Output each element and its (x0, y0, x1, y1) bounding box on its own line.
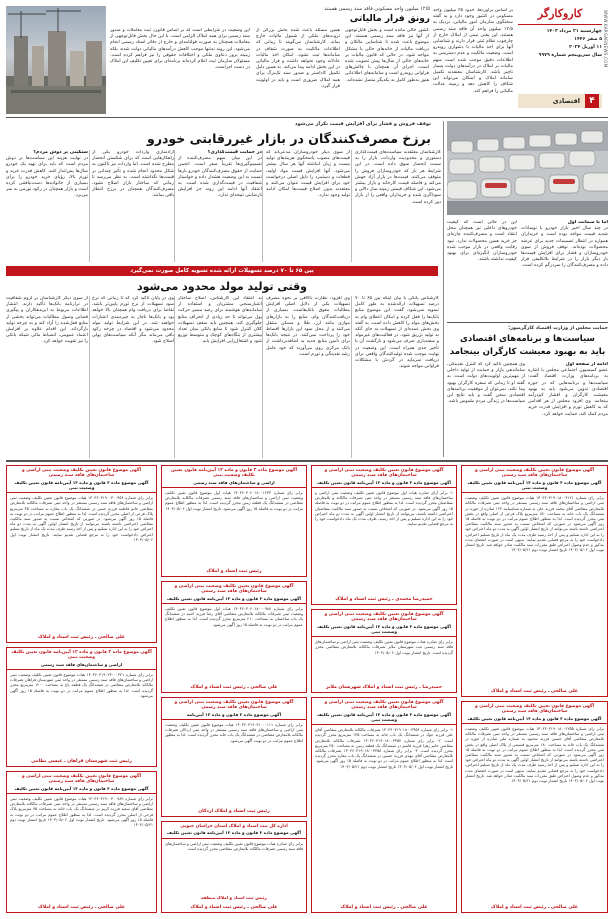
ad-body: برابر رای شماره ۱۴۰۳۶۰۳۱۹۰۲۳۰۰۰۳۲۱ هیات موضوع قانون تعیین تکلیف وضعیت ثبتی اراضی و ساختمان‌های فاقد سند رسمی مستقر در واحد ثبتی شهرستان فراهان تصرفات مالکانه بلامعارض متقاضی در ششدانگ یک قطعه باغ به مساحت ۱۲۰۰ مترمربع محرز گردیده است. لذا به منظور اطلاع عموم مراتب در دو نوبت به فاصله ۱۵ روز آگهی می‌شود. (10, 672, 154, 698)
support-story-col-1: ادامه از صفحه اول عضو کمیسیون اجتماعی مجلس با اشاره به برنامه‌های وزارت اقتصاد گفت: سیاست‌ها و برنامه‌هایی که در حوزه اقتصادی تدوین می‌شود باید به بهبود معیشت کارگران و اقشار کم‌درآمد بینجامد. وی افزود مجلس از هر اقدامی که به کاهش تورم و افزایش قدرت خرید مردم کمک کند، حمایت خواهد کرد. (528, 362, 608, 417)
loan-title: وقتی تولید مولد محدود می‌شود (136, 280, 308, 293)
ad-body: برابر رای شماره ۱۴۰۳۶۰۳۱۹۰۰۴۰۰۴۵۶ هیات موضوع قانون تعیین تکلیف وضعیت ثبتی اراضی و ساختمان‌های فاقد سند رسمی مستقر در واحد ثبتی تصرفات مالکانه بلامعارض متقاضی خانم فاطمه فرزند حسن در ششدانگ یک باب مغازه به مساحت ۴۵ مترمربع پلاک فرعی از اصلی محرز گردیده است. لذا به منظور اطلاع عموم مراتب در دو نوبت به فاصله ۱۵ روز آگهی می‌شود. در صورتی که اشخاص نسبت به صدور سند مالکیت متقاضی اعتراضی داشته باشند می‌توانند از تاریخ انتشار اولین آگهی به مدت دو ماه اعتراض خود را به این اداره تسلیم و پس از اخذ رسید ظرف مدت یک ماه از تاریخ تسلیم اعتراض دادخواست خود را به مرجع قضایی تقدیم نمایند. تاریخ انتشار نوبت اول ۱۴۰۳/۰۵/۰۶ (10, 495, 153, 542)
ad-signature: علی صالحی ـ رئیس ثبت اسناد و املاک (340, 905, 428, 910)
legal-ad-12 (6, 771, 157, 913)
ad-heading: آگهی موضوع قانون تعیین تکلیف وضعیت ثبتی اراضی و ساختمان‌های فاقد سند رسمی (174, 584, 294, 595)
car-story-col-7: سنگینی بر دوش مردم؟ در نهایت هزینه این سیاست‌ها بر دوش مردم است که باید برای تهیه یک خودرو سال‌ها پس‌انداز کنند. کاهش قدرت خرید و تورم بالا، رؤیای خرید خودرو را برای بسیاری از خانواده‌ها دست‌نیافتنی کرده است و بازار همچنان در رکود تورمی به سر می‌برد. (6, 150, 88, 199)
ad-heading: آگهی موضوع ماده ۳ قانون و ماده ۱۳ آیین‌نامه قانون تعیین تکلیف وضعیت ثبتی (11, 650, 152, 661)
housing-intro-text: بر اساس برآوردها، حدود ۲۵ میلیون واحد مسکونی در کشور وجود دارد و به گفته سخنگوی سازمان امور مالیاتی، نزدیک به ۱۲/۵ میلیون واحد آن فاقد سند رسمی هستند. این یعنی نیمی از املاک خارج از چارچوب نظام ثبتی قرار دارند و شناسایی آنها برای اخذ مالیات با دشواری روبه‌رو است. وضعیت مالکیت و عدم دسترسی به اطلاعات دقیق موجب شده است سهم مالیات بر املاک در درآمدهای دولت بسیار ناچیز باشد. کارشناسان معتقدند تکمیل سامانه املاک و اسکان می‌تواند این شکاف را کاهش دهد و زمینه عدالت مالیاتی را فراهم کند. (433, 8, 513, 94)
legal-ad-9 (311, 697, 457, 913)
ad-body: برابر رای شماره ۱۴۰۳۶۰۳۰۶۰۱۸۰۰۱۲۳۴ هیات اول موضوع قانون تعیین تکلیف وضعیت ثبتی اراضی و ساختمان‌های فاقد سند رسمی تصرفات مالکانه بلامعارض متقاضی در ششدانگ یک قطعه زمین محرز گردیده است. لذا به منظور اطلاع عموم مراتب در دو نوبت به فاصله ۱۵ روز آگهی می‌شود. تاریخ انتشار نوبت اول ۱۴۰۳/۰۵/۰۶ (165, 490, 304, 511)
ad-signature: حمیدرضا ـ رئیس ثبت اسناد و املاک شهرستان ملایر (325, 685, 443, 690)
top-story-col-1: کشور خالی مانده است و بخش قابل‌توجهی از آنها نیز فاقد سند رسمی هستند. این موضوع باعث شده تا شناسایی مالکان و دریافت مالیات از خانه‌های خالی با مشکل مواجه شود. در حالی که قانون مالیات بر خانه‌های خالی از سال‌ها پیش تصویب شده است، اجرای آن همچنان با چالش‌های فراوانی روبه‌رو است و سامانه‌های اطلاعاتی هنوز به‌طور کامل به یکدیگر متصل نشده‌اند. (345, 28, 429, 83)
ad-subheading: آگهی موضوع ماده ۳ قانون و ماده ۱۳ آیین‌نامه (162, 712, 306, 720)
support-story-kicker: حمایت مجلس از وزارت اقتصاد کارگرمیوز: (508, 326, 608, 331)
ad-signature: علی صالحی ـ رئیس ثبت اسناد و املاک (491, 689, 578, 694)
ad-heading: آگهی موضوع قانون تعیین تکلیف وضعیت ثبتی اراضی و ساختمان‌های فاقد سند رسمی (324, 700, 444, 711)
ad-heading: آگهی موضوع قانون تعیین تکلیف وضعیت ثبتی اراضی و ساختمان‌های فاقد سند رسمی (475, 704, 594, 715)
masthead-logo: کاروکارگر (537, 7, 583, 20)
car-subhead-3: سنگینی بر دوش مردم؟ (33, 150, 88, 155)
date-line-2: ۵ صفر ۱۴۴۶ (574, 37, 602, 42)
legal-ad-1 (461, 465, 608, 697)
ad-signature: رئیس ثبت شهرستان فراهان ـ عیسی نظامی (31, 759, 132, 764)
ad-signature: رئیس ثبت اسناد و املاک اردکان (198, 809, 270, 814)
ad-heading: آگهی موضوع قانون تعیین تکلیف وضعیت ثبتی اراضی و ساختمان‌های فاقد سند رسمی (324, 612, 444, 623)
section-label: اقتصادی (552, 97, 580, 105)
ad-body: برابر رای شماره ۱۴۰۳۶۰۳۱۹۰۰۴۰۰۷۸۹ هیات موضوع قانون تعیین تکلیف وضعیت ثبتی اراضی و ساختمان‌های فاقد سند رسمی مستقر در واحد ثبتی تصرفات مالکانه بلامعارض متقاضی آقای سعید فرزند کریم در ششدانگ یک باب خانه به مساحت ۹۵ مترمربع پلاک فرعی از اصلی محرز گردیده است. لذا به منظور اطلاع عموم مراتب در دو نوبت به فاصله ۱۵ روز آگهی می‌شود. تاریخ انتشار نوبت اول ۱۴۰۳/۰۵/۰۶ تاریخ انتشار نوبت دوم ۱۴۰۳/۰۵/۲۱ (10, 796, 153, 828)
ad-signature: حمیدرضا محمدی ـ رئیس ثبت اسناد و املاک (335, 597, 433, 602)
ad-subheading: آگهی موضوع ماده ۳ قانون و ماده ۱۳ آیین‌نامه قانون تعیین تکلیف وضعیت ثبتی (7, 480, 156, 493)
loan-col-2: وی افزود: نظارت ناکافی بر نحوه مصرف تسهیلات یکی از دلایل اصلی افزایش مطالبات معوق بانک‌هاست. بسیاری از دریافت‌کنندگان وام، منابع را به بازارهای موازی مانند ارز، طلا و مسکن منتقل می‌کنند و از محل سود این بازارها اقساط خود را پرداخت نمی‌کنند. در نتیجه بانک‌ها برای تأمین منابع جدید به اضافه‌برداشت از بانک مرکزی روی می‌آورند که خود عامل رشد نقدینگی و تورم است. (266, 296, 350, 357)
ad-body: ۱- برابر رای شماره ۱۴۰۳۶۰۳۱۹۰۱۸۰۰۳۴۵۶ تصرفات مالکانه بلامعارض متقاضی آقای علی فرزند جواد در ششدانگ یک باب خانه به مساحت ۱۳۵ مترمربع محرز گردیده است. ۲- برابر رای شماره ۱۴۰۳۶۰۳۱۹۰۱۸۰۰۳۴۵۷ تصرفات مالکانه بلامعارض متقاضی خانم زهرا فرزند قاسم در ششدانگ یک قطعه زمین به مساحت ۲۵۰ مترمربع محرز گردیده است. ۳- برابر رای شماره ۱۴۰۳۶۰۳۱۹۰۱۸۰۰۳۴۵۸ تصرفات مالکانه بلامعارض متقاضی آقای مهدی فرزند حسین در ششدانگ یک باب مغازه محرز گردیده است. لذا به منظور اطلاع عموم مراتب در دو نوبت به فاصله ۱۵ روز آگهی می‌شود. تاریخ انتشار نوبت اول ۱۴۰۳/۰۵/۰۶ تاریخ انتشار نوبت دوم ۱۴۰۳/۰۵/۲۱ (315, 727, 454, 769)
ad-heading: آگهی موضوع قانون تعیین تکلیف وضعیت ثبتی اراضی و ساختمان‌های فاقد سند رسمی (22, 468, 141, 479)
ad-heading: آگهی موضوع قانون تعیین تکلیف وضعیت ثبتی اراضی و ساختمان‌های فاقد سند رسمی (324, 468, 444, 479)
car-story-kicker: توقف فروش و فشار برای افزایش قیمت تکرار می‌شود (294, 121, 431, 127)
date-line-3: ۱۱ آوریل ۲۰۲۴ (569, 45, 602, 50)
ad-body: برابر رای شماره ۱۴۰۳۶۰۳۱۹۰۱۸۰۰۲۲۵۵ هیات موضوع قانون تعیین تکلیف وضعیت ثبتی اراضی و ساختمان‌های فاقد سند رسمی مستقر در واحد ثبتی تصرفات مالکانه بلامعارض متقاضی آقای حسین فرزند محمود به شماره ملی صادره از حوزه در ششدانگ یک باب خانه به مساحت ۱۸۰ مترمربع قسمتی از پلاک اصلی واقع در بخش ثبتی محرز گردیده است. لذا به منظور اطلاع عموم مراتب در دو نوبت به فاصله ۱۵ روز آگهی می‌شود در صورتی که اشخاص نسبت به صدور سند مالکیت متقاضی اعتراضی داشته باشند می‌توانند از تاریخ انتشار اولین آگهی به مدت دو ماه اعتراض خود را به این اداره تسلیم و پس از اخذ رسید ظرف مدت یک ماه از تاریخ تسلیم اعتراض، دادخواست خود را به مرجع قضایی تقدیم نمایند. بدیهی است در صورت انقضای مدت مذکور و عدم وصول اعتراض طبق مقررات سند مالکیت صادر خواهد شد. تاریخ انتشار نوبت اول ۱۴۰۳/۰۵/۰۶ تاریخ انتشار نوبت دوم ۱۴۰۳/۰۵/۲۱ (465, 726, 605, 784)
ad-subheading: آگهی موضوع ماده ۳ قانون و ماده ۱۳ آیین‌نامه قانون تعیین تکلیف (162, 596, 306, 604)
ad-heading: آگهی موضوع قانون تعیین تکلیف وضعیت ثبتی اراضی و ساختمان‌های فاقد سند رسمی (174, 700, 294, 711)
top-story-col-2: همین مسئله باعث شده بخش بزرگی از ثروت‌های ملکی از شمول مالیات خارج بماند. کارشناسان می‌گویند تا زمانی که اطلاعات مالکیت به صورت شفاف در سامانه‌ها ثبت نشود، امکان اخذ مالیات عادلانه وجود نخواهد داشت و فرار مالیاتی در این بخش ادامه پیدا می‌کند. به همین دلیل تکمیل کاداستر و صدور سند تک‌برگ برای همه املاک ضروری است و باید در اولویت قرار گیرد. (256, 28, 340, 89)
city-construction-photo (6, 6, 106, 114)
loan-banner: بین ۶۵ تا ۷۰ درصد تسهیلات ارائه شده تسویه کامل صورت نمی‌گیرد (6, 266, 438, 276)
ad-body: برابر رای شماره ۱۴۰۳۶۰۳۱۹۰۱۸۰۰۳۱۲۱ هیات موضوع قانون تعیین تکلیف وضعیت ثبتی اراضی و ساختمان‌های فاقد سند رسمی مستقر در واحد ثبتی تصرفات مالکانه بلامعارض متقاضی آقای محمد فرزند علی به شماره شناسنامه ۱۲۳ صادره از حوزه در ششدانگ یک باب خانه به مساحت ۱۵۰ مترمربع پلاک فرعی از اصلی واقع در بخش ثبتی محرز گردیده است. لذا به منظور اطلاع عموم مراتب در دو نوبت به فاصله ۱۵ روز آگهی می‌شود در صورتی که اشخاص نسبت به صدور سند مالکیت متقاضی اعتراضی داشته باشند می‌توانند از تاریخ انتشار اولین آگهی به مدت دو ماه اعتراض خود را به این اداره تسلیم و پس از اخذ رسید ظرف مدت یک ماه از تاریخ تسلیم اعتراض، دادخواست خود را به مرجع قضایی تقدیم نمایند. بدیهی است در صورت انقضای مدت مذکور و عدم وصول اعتراض طبق مقررات سند مالکیت صادر خواهد شد. تاریخ انتشار نوبت اول ۱۴۰۳/۰۵/۰۶ تاریخ انتشار نوبت دوم ۱۴۰۳/۰۵/۲۱ (465, 495, 604, 553)
ad-subheading: آگهی موضوع ماده ۳ قانون و ماده ۱۳ آیین‌نامه قانون تعیین تکلیف (162, 830, 306, 838)
support-subhead: ادامه از صفحه اول (565, 362, 608, 367)
car-subhead-1: اما با ضمانت اول (567, 220, 608, 225)
ad-subheading: آگهی موضوع ماده ۳ قانون و ماده ۱۳ آیین‌نامه قانون تعیین تکلیف (462, 716, 607, 724)
ad-body: برابر رای صادره هیات موضوع قانون تعیین تکلیف وضعیت ثبتی اراضی و ساختمان‌های فاقد سند رسمی تصرفات مالکانه بلامعارض متقاضی محرز گردیده است. (165, 840, 303, 851)
legal-ad-2 (311, 465, 457, 605)
car-story-col-2: این در حالی است که کیفیت خودروهای داخلی نیز همچنان محل انتقاد است و مصرف‌کننده چاره‌ای جز خرید همین محصولات ندارد. نبود رقابت واقعی در بازار موجب شده خودروسازان انگیزه‌ای برای بهبود کیفیت نداشته باشند. (447, 220, 517, 263)
legal-ad-4 (6, 465, 157, 643)
ad-subheading: آگهی موضوع ماده ۳ قانون و ماده ۱۳ آیین‌نامه قانون تعیین تکلیف وضعیت ثبتی (312, 624, 456, 637)
car-story-col-5: در حمایت قیمت‌گذاری؟ در این میان سهم مصرف‌کننده از تصمیم‌گیری‌ها تقریباً صفر است. انجمن حمایت از حقوق مصرف‌کنندگان خودرو بارها نسبت به این وضعیت هشدار داده و خواستار شفافیت در قیمت‌گذاری شده است. به اعتقاد آنها ادامه این روند جز افزایش نارضایتی نتیجه‌ای ندارد. (178, 150, 262, 199)
car-story-col-4: از سوی دیگر خودروسازان مدعی‌اند که قیمت‌های مصوب پاسخگوی هزینه‌های تولید نیست و زیان انباشته آنها هر سال بیشتر می‌شود. آنها افزایش قیمت مواد اولیه، قطعات و دستمزد را دلیل اصلی درخواست خود برای افزایش قیمت عنوان می‌کنند و معتقدند بدون اصلاح قیمت‌ها امکان ادامه تولید وجود ندارد. (266, 150, 350, 199)
ad-signature: علی صالحی ـ رئیس ثبت اسناد و املاک (491, 905, 578, 910)
loan-col-3: به اعتقاد این کارشناس، اصلاح ساختار اعتبارسنجی مشتریان و استفاده از سامانه‌های هوشمند برای رصد مسیر حرکت پول می‌تواند تا حد زیادی از انحراف منابع جلوگیری کند. همچنین باید سقف تسهیلات کلان کنترل شود تا منابع بانکی میان تعداد بیشتری از بنگاه‌های کوچک و متوسط توزیع شود و اشتغال‌زایی افزایش یابد. (178, 296, 262, 345)
ad-heading: آگهی موضوع ماده ۳ قانون و ماده ۱۳ آیین‌نامه قانون تعیین تکلیف وضعیت ثبتی (171, 468, 297, 479)
ad-signature-secondary: رئیس ثبت اسناد و املاک منطقه (201, 895, 267, 900)
date-line-1: چهارشنبه ۲۱ مرداد ۱۴۰۳ (546, 29, 602, 34)
loan-col-4: وی در پایان تأکید کرد که تا زمانی که نرخ سود تسهیلات از نرخ تورم پایین‌تر باشد، تقاضا برای دریافت وام همچنان بالا خواهد بود و بانک‌ها ناچار به جیره‌بندی اعتبارات خواهند شد. در این شرایط تولید مولد محدود می‌شود و اقتصاد در چرخه رکود باقی می‌ماند مگر آنکه سیاست‌های پولی اصلاح شود. (92, 296, 174, 345)
car-story-col-6: آزادسازی واردات خودرو یکی از راهکارهایی است که برای شکستن انحصار مطرح شده است. اما واردات نیز تاکنون به شکل محدود انجام شده و تأثیر چندانی بر قیمت‌ها نگذاشته است. به نظر می‌رسد تا زمانی که ساختار بازار اصلاح نشود، مصرف‌کنندگان همچنان در برزخ انتظار باقی بمانند. (92, 150, 174, 199)
car-subhead-2: در حمایت قیمت‌گذاری؟ (207, 150, 262, 155)
page-number: ۴ (585, 94, 599, 108)
ad-signature: علی صالحی ـ رئیس ثبت اسناد و املاک (190, 905, 278, 910)
legal-ad-6 (311, 609, 457, 693)
car-story-title: برزخ مصرف‌کنندگان در بازار غیررقابتی خودرو (147, 131, 431, 146)
support-story-title-2: باید به بهبود معیشت کارگران بینجامد (449, 347, 606, 357)
legal-ad-10 (161, 697, 307, 817)
ad-heading: اداره کل ثبت اسناد و املاک استان خراسان جنوبی (180, 824, 288, 829)
support-story-col-2: وی همچنین تأکید کرد که کنترل نقدینگی، ساماندهی بازار و حمایت از تولید داخلی از مهم‌ترین اولویت‌های دولت است. به گفته او تا زمانی که سفره کارگران بهبود پیدا نکند، نمی‌توان از موفقیت برنامه‌های اقتصادی سخن گفت و باید نتایج این سیاست‌ها در زندگی مردم ملموس باشد. (447, 362, 525, 405)
car-lot-photo (447, 121, 608, 215)
ad-signature: رئیس ثبت اسناد و املاک (206, 569, 262, 574)
support-story-title-1: سیاست‌ها و برنامه‌های اقتصادی (460, 334, 595, 344)
car-story-col-1: اما با ضمانت اول در چند سال اخیر بازار خودرو با نوسانات شدید قیمت مواجه بوده است و خریداران همواره در انتظار تصمیمات جدید برای عرضه محصولات بوده‌اند. توقف فروش از سوی خودروسازان و فشار برای افزایش قیمت‌ها بار دیگر بازار را در شرایط بلاتکلیفی قرار داده و مصرف‌کنندگان را سردرگم کرده است. (521, 220, 608, 269)
ad-subheading: اراضی و ساختمان‌های فاقد سند رسمی (162, 480, 306, 488)
top-story-kicker: ۱۲/۵ میلیون واحد مسکونی فاقد سند رسمی هستند (324, 6, 430, 12)
loan-col-1: کارشناس بانکی با بیان اینکه بین ۶۵ تا ۷۰ درصد تسهیلات ارائه‌شده به طور کامل تسویه نمی‌شود، گفت: این موضوع منابع بانک‌ها را قفل کرده و امکان اعطای وام به بخش‌های مولد را کاهش داده است. به گفته وی بخش عمده‌ای از تسهیلات به جای آنکه به تولید تزریق شود، در فعالیت‌های غیرمولد و سفته‌بازی صرف می‌شود و بازگشت آن با تأخیر جدی همراه است. این وضعیت در نهایت موجب شده تولیدکنندگان واقعی برای دریافت سرمایه در گردش با مشکلات فراوانی مواجه شوند. (355, 296, 439, 370)
legal-ad-5 (161, 581, 307, 693)
ad-subheading: آگهی موضوع ماده ۳ قانون و ماده ۱۳ آیین‌نامه قانون تعیین تکلیف وضعیت ثبتی (462, 480, 607, 493)
ad-subheading: آگهی موضوع ماده ۳ قانون و ماده ۱۳ آیین‌نامه قانون تعیین تکلیف (7, 786, 156, 794)
ad-body: ۱- برابر آرای صادره هیات اول موضوع قانون تعیین تکلیف وضعیت ثبتی اراضی و ساختمان‌های فاقد سند رسمی مستقر در واحد ثبتی تصرفات مالکانه و بلامعارض متقاضیان محرز گردیده است. لذا به منظور اطلاع عموم مراتب در دو نوبت به فاصله ۱۵ روز آگهی می‌شود. در صورتی که اشخاص نسبت به صدور سند مالکیت متقاضیان اعتراضی داشته باشند، می‌توانند از تاریخ انتشار اولین آگهی به مدت دو ماه اعتراض خود را به این اداره تسلیم و پس از اخذ رسید، ظرف مدت یک ماه دادخواست خود را به مرجع قضایی تقدیم نمایند. (315, 490, 453, 527)
ad-subheading: آگهی موضوع ماده ۳ قانون و ماده ۱۳ آیین‌نامه قانون تعیین تکلیف (312, 480, 456, 488)
date-line-4: سال سی‌وپنجم شماره ۹۹۷۹ (538, 53, 602, 58)
ad-subheading: اراضی و ساختمان‌های فاقد سند رسمی (7, 662, 156, 670)
side-url: WWW.KARGARNEWS.COM (603, 10, 608, 68)
top-story-col-3: این وضعیت در شرایطی است که بر اساس قانون، ثبت معاملات و صدور سند رسمی برای همه املاک الزامی است. با این حال بخش قابل‌توجهی از معاملات همچنان به صورت قولنامه‌ای و خارج از دفاتر اسناد رسمی انجام می‌شود. این روند نه‌تنها موجب کاهش درآمدهای مالیاتی دولت شده، بلکه زمینه بروز دعاوی ملکی و اختلافات حقوقی را نیز فراهم کرده است. مسئولان سازمان ثبت اعلام کرده‌اند برنامه‌ای برای تعیین تکلیف این املاک در دست اجراست. (110, 28, 250, 71)
ad-body: برابر رای شماره ۱۴۰۳۶۰۳۰۶۰۱۸۰۰۰۹۸۷ هیات اول موضوع قانون تعیین تکلیف وضعیت ثبتی تصرفات مالکانه بلامعارض متقاضی آقای رضا فرزند احمد در ششدانگ یک باب ساختمان به مساحت ۲۱۰ مترمربع محرز گردیده است. لذا به منظور اطلاع عموم مراتب در دو نوبت به فاصله ۱۵ روز آگهی می‌شود. (165, 606, 304, 627)
loan-col-5: از سوی دیگر کارشناسان بر لزوم شفافیت در ترازنامه بانک‌ها تأکید دارند. انتشار اطلاعات مربوط به ابربدهکاران و پیگیری قضایی وصول مطالبات می‌تواند بخشی از منابع قفل‌شده را آزاد کند و به چرخه تولید بازگرداند. این اقدام علاوه بر افزایش اعتماد عمومی، انضباط مالی شبکه بانکی را نیز تقویت خواهد کرد. (6, 296, 88, 345)
legal-ad-11 (161, 821, 307, 913)
ad-body: برابر رای شماره ۱۴۰۳۶۰۳۱۹۰۳۱۰۰۰۱۱۱ هیات موضوع قانون تعیین تکلیف وضعیت ثبتی اراضی و ساختمان‌های فاقد سند رسمی مستقر در واحد ثبتی اردکان تصرفات مالکانه بلامعارض متقاضی در ششدانگ یک باب خانه محرز گردیده است. لذا به منظور اطلاع عموم مراتب در دو نوبت آگهی می‌شود. (165, 722, 303, 743)
legal-ad-8 (461, 701, 608, 913)
legal-ad-7 (6, 647, 157, 767)
masthead (518, 6, 602, 110)
ad-signature: علی صالحی ـ رئیس ثبت اسناد و املاک (38, 905, 125, 910)
ad-subheading: آگهی موضوع ماده ۳ قانون و ماده ۱۳ آیین‌نامه قانون تعیین تکلیف وضعیت ثبتی (312, 712, 456, 725)
ad-heading: آگهی موضوع قانون تعیین تکلیف وضعیت ثبتی اراضی و ساختمان‌های فاقد سند رسمی (22, 774, 141, 785)
top-story-title: رونق فرار مالیاتی (349, 14, 430, 24)
legal-ad-3 (161, 465, 307, 577)
ad-signature: علی صالحی ـ رئیس ثبت اسناد و املاک (190, 685, 278, 690)
ad-heading: آگهی موضوع قانون تعیین تکلیف وضعیت ثبتی اراضی و ساختمان‌های فاقد سند رسمی (475, 468, 594, 479)
ad-signature: علی صالحی ـ رئیس ثبت اسناد و املاک (38, 635, 125, 640)
ad-body: برابر رای صادره هیات موضوع قانون تعیین تکلیف وضعیت ثبتی اراضی و ساختمان‌های فاقد سند رسمی ثبت شهرستان ملایر تصرفات مالکانه بلامعارض متقاضی محرز گردیده است. تاریخ انتشار نوبت اول ۱۴۰۳/۰۵/۰۶ (315, 639, 453, 655)
car-story-col-3: کارشناسان معتقدند سیاست‌های قیمت‌گذاری دستوری و محدودیت واردات، بازار را به سمت انحصار سوق داده است. در این شرایط هر بار که خودروسازان فروش را متوقف می‌کنند، قیمت‌ها در بازار آزاد جهش می‌کند و فاصله قیمت کارخانه و بازار بیشتر می‌شود. این شکاف قیمتی زمینه ساز دلالی و سوداگری شده و خریداران واقعی را از بازار دور کرده است. (355, 150, 441, 205)
